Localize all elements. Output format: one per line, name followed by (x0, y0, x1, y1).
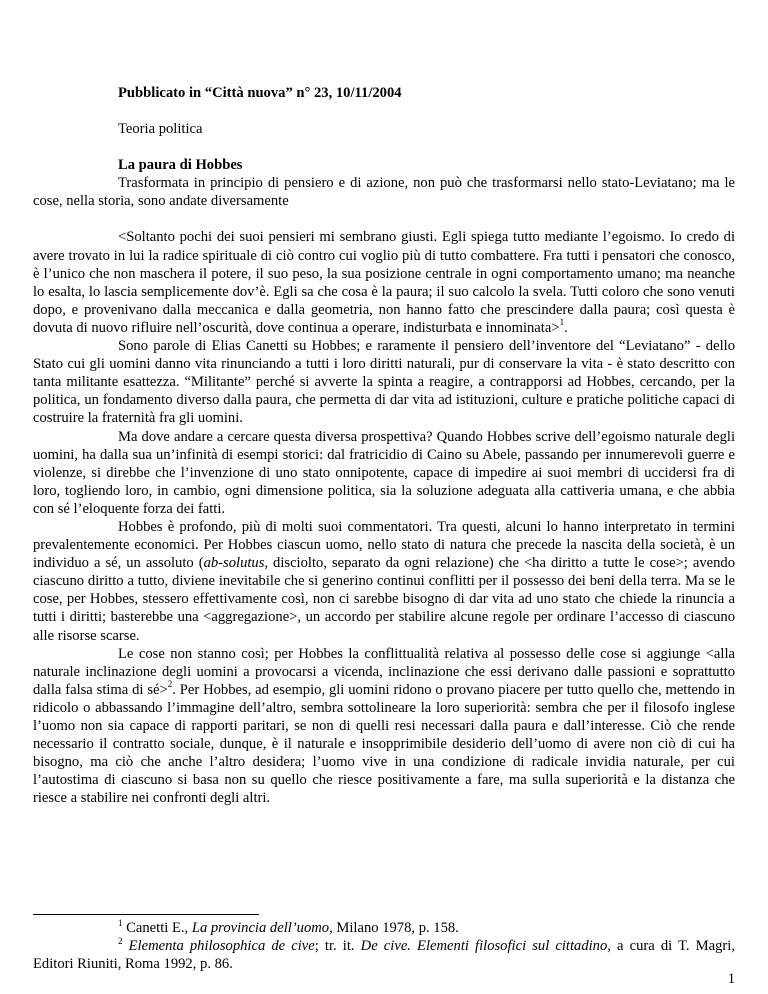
paragraph: Ma dove andare a cercare questa diversa prospettiva? Quando Hobbes scrive dell’egoismo naturale degli uomini, ha dalla sua un’infinità di esempi storici: dal fratricidio di Caino su Abele, passando per innumerevoli guerre e violenze, si direbbe che l’invenzione di uno stato onnipotente, capace di impedire ai suoi membri di uccidersi fra di loro, togliendo loro, in cambio, ogni dimensione politica, sia la soluzione adeguata alla cattiveria umana, e che abbia con sé l’eloquente forza dei fatti. (33, 428, 735, 517)
section-label: Teoria politica (118, 121, 203, 138)
paragraph-quote: <Soltanto pochi dei suoi pensieri mi sembrano giusti. Egli spiega tutto mediante l’egoismo. Io credo di avere trovato in lui la radice spirituale di ciò contro cui voglio più di tutto combattere. Fra tutti i pensatori che conosco, è l’unico che non maschera il potere, il suo peso, la sua posizione centrale in ogni comportamento umano; ma neanche lo esalta, lo lascia semplicemente dov’è. Egli sa che cosa è la paura; il suo calcolo la svela. Tutti coloro che sono venuti dopo, e provenivano dalla meccanica e dalla geometria, non hanno fatto che prescindere dalla paura; così questa è dovuta di nuovo rifluire nell’oscurità, dove continua a operare, indisturbata e innominata>$^1$. (33, 229, 735, 336)
footnote-work-translation: De cive. Elementi filosofici sul cittadino (360, 938, 608, 954)
paragraph-passions: Le cose non stanno così; per Hobbes la conflittualità relativa al possesso delle cose si aggiunge <alla naturale inclinazione degli uomini a provocarsi a vicenda, inclinazione che essi derivano dalle passioni e soprattutto dalla falsa stima di sé>$^2$. Per Hobbes, ad esempio, gli uomini ridono o provano piacere per tutto quello che, mettendo in ridicolo o abbassando l’immagine dell’altro, sembra sottolineare la loro superiorità: sembra che per il filosofo inglese l’uomo non sia capace di rapporti paritari, se non di quelli resi necessari dalla paura e dall’interesse. Ciò che rende necessario il contratto sociale, dunque, è il naturale e insopprimibile desiderio dell’uomo di avere non ciò di cui ha bisogno, ma ciò che anche l’altro desidera; l’uomo vive in una condizione di radicale invidia naturale, per cui l’autostima di ciascuno si basa non su quello che riesce positivamente a fare, ma sulla superiorità e la distanza che riesce a stabilire nei confronti degli altri. (33, 645, 736, 807)
footnote-1 (33, 919, 735, 937)
article-title: La paura di Hobbes (118, 157, 243, 174)
article-subtitle: Trasformata in principio di pensiero e di azione, non può che trasformarsi nello stato-Leviatano; ma le cose, nella storia, sono andate diversamente (33, 175, 735, 210)
paragraph-text: Per Hobbes, ad esempio, gli uomini ridono o provano piacere per tutto quello che, mettendo in ridicolo o abbassando l’immagine dell’altro, sembra sottolineare la loro superiorità: sembra che per il filosofo inglese l’uomo non sia capace di rapporti paritari, se non di quelli resi necessari dalla paura e dall’interesse. Ciò che rende necessario il contratto sociale, dunque, è il naturale e insopprimibile desiderio dell’uomo di avere non ciò di cui ha bisogno, ma ciò che anche l’altro desidera; l’uomo vive in una condizione di radicale invidia naturale, per cui l’autostima di ciascuno si basa non su quello che riesce positivamente a fare, ma sulla superiorità e la distanza che riesce a stabilire nei confronti degli altri. (33, 681, 736, 807)
footnote-rest: , Milano 1978, p. 158. (329, 920, 459, 936)
italic-term: ab-solutus (203, 555, 265, 572)
paragraph: Sono parole di Elias Canetti su Hobbes; e raramente il pensiero dell’inventore del “Leviatano” - dello Stato cui gli uomini danno vita rinunciando a tutti i loro diritti naturali, pur di conservare la vita - è stato descritto con tanta militante esattezza. “Militante” perché si avverte la spinta a reagire, a contrapporsi ad Hobbes, cercando, per la politica, un fondamento diverso dalla paura, che permetta di dar vita ad istituzioni, culture e pratiche politiche capaci di costruire la fraternità fra gli uomini. (33, 338, 735, 427)
paragraph-text: <Soltanto pochi dei suoi pensieri mi sembrano giusti. Egli spiega tutto mediante l’egoismo. Io credo di avere trovato in lui la radice spirituale di ciò contro cui voglio più di tutto combattere. Fra tutti i pensatori che conosco, è l’unico che non maschera il potere, il suo peso, la sua posizione centrale in ogni comportamento umano; ma neanche lo esalta, lo lascia semplicemente dov’è. Egli sa che cosa è la paura; il suo calcolo la svela. Tutti coloro che sono venuti dopo, e provenivano dalla meccanica e dalla geometria, non hanno fatto che prescindere dalla paura; così questa è dovuta di nuovo rifluire nell’oscurità, dove continua a operare, indisturbata e innominata> (33, 229, 735, 336)
footnote-middle: ; tr. it. (314, 938, 361, 954)
footnotes (33, 919, 735, 973)
footnote-2 (33, 937, 735, 973)
footnote-separator (33, 914, 259, 915)
page-number: 1 (727, 971, 735, 987)
footnote-author: Canetti E., (126, 920, 192, 936)
paragraph-absolutus: Hobbes è profondo, più di molti suoi commentatori. Tra questi, alcuni lo hanno interpretato in termini prevalentemente economici. Per Hobbes ciascun uomo, nello stato di natura che precede la nascita della società, è un individuo a sé, un assoluto (ab-solutus, disciolto, separato da ogni relazione) che <ha diritto a tutte le cose>; avendo ciascuno diritto a tutto, diviene inevitabile che si generino continui conflitti per il possesso dei beni della terra. Ma se le cose, per Hobbes, stessero effettivamente così, non ci sarebbe bisogno di dar vita ad uno stato che chiede la rinuncia a tutti i diritti; basterebbe una <aggregazione>, un accordo per stabilire alcune regole per ordinare l’accesso di ciascuno alle risorse scarse. (33, 518, 735, 644)
footnote-number: 2 (118, 936, 123, 947)
footnote-work: Elementa philosophica de cive (128, 938, 315, 954)
paragraph-text: Le cose non stanno così; per Hobbes la conflittualità relativa al possesso delle cose si aggiunge <alla naturale inclinazione degli uomini a provocarsi a vicenda, inclinazione che essi derivano dalle passioni e soprattutto dalla falsa stima di sé> (33, 645, 735, 698)
publication-line: Pubblicato in “Città nuova” n° 23, 10/11/2004 (118, 85, 402, 101)
footnote-ref: 2 (167, 678, 173, 689)
footnote-work: La provincia dell’uomo (191, 920, 330, 936)
footnote-number: 1 (118, 918, 123, 929)
footnote-rest: , a cura di T. Magri, Editori Riuniti, Roma 1992, p. 86. (33, 938, 735, 972)
document-page (33, 84, 735, 807)
footnote-ref: 1 (559, 317, 565, 328)
